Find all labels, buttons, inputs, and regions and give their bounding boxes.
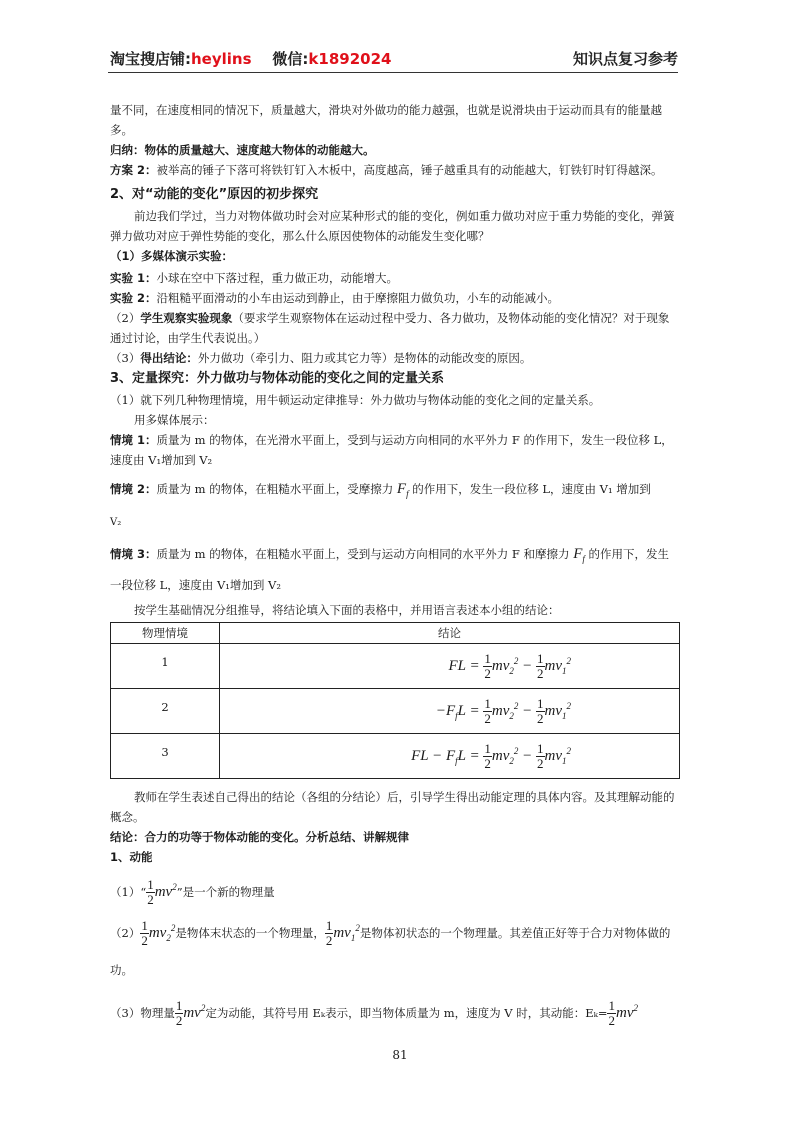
experiment-1-text: 小球在空中下落过程，重力做正功，动能增大。 [156, 271, 399, 285]
teacher-paragraph: 教师在学生表述自己得出的结论（各组的分结论）后，引导学生得出动能定理的具体内容。及其理解动能的概念。 [110, 790, 675, 824]
table-header-scenario: 物理情境 [111, 623, 220, 644]
observation-paragraph [110, 308, 680, 348]
kinetic-point-1-text: 是一个新的物理量 [182, 885, 275, 899]
plan-2-paragraph [110, 160, 680, 180]
formula-2: $-F_fL$ = $\frac{1}{2}$ $mv_2^2$ − $\frac{1}{2}$ $mv_1^2$ [435, 696, 571, 727]
table-row [111, 644, 680, 689]
observation-num: （2） [110, 311, 141, 325]
section-heading-2: 2、对“动能的变化”原因的初步探究 [110, 187, 319, 202]
wechat-label: 微信: [272, 50, 309, 68]
scenario-2-label: 情境 2： [110, 482, 157, 496]
header-shop-info [110, 48, 391, 69]
scenario-3-text-b: 的作用下，发生一段位移 L，速度由 V₁增加到 V₂ [110, 547, 670, 592]
table-header-row [111, 623, 680, 644]
scenario-2 [110, 476, 680, 507]
friction-symbol-2: $F_f$ [573, 546, 585, 564]
derivation-paragraph: （1）就下列几种物理情境，用牛顿运动定律推导：外力做功与物体动能的变化之间的定量关系。 [110, 393, 601, 407]
scenario-3-label: 情境 3： [110, 547, 157, 561]
scenario-1-label: 情境 1： [110, 433, 157, 447]
scenario-1 [110, 430, 680, 470]
conclusion-num: （3） [110, 351, 141, 365]
formula-half-mv2: $\frac{1}{2}$ $mv^2$ [147, 877, 177, 908]
scenario-3 [110, 541, 680, 598]
multimedia-paragraph: 用多媒体展示： [134, 413, 215, 427]
table-header-conclusion: 结论 [220, 623, 680, 644]
conclusion-label: 得出结论： [140, 351, 198, 365]
formula-ke-def: $\frac{1}{2}$ $mv^2$ [175, 998, 206, 1029]
scenario-3-text-a: 质量为 m 的物体，在粗糙水平面上，受到与运动方向相同的水平外力 F 和摩擦力 [156, 547, 570, 561]
conclusion-text: 外力做功（牵引力、阻力或其它力等）是物体的动能改变的原因。 [197, 351, 532, 365]
results-table [110, 622, 680, 779]
scenario-1-text: 质量为 m 的物体，在光滑水平面上，受到与运动方向相同的水平外力 F 的作用下，发生一段位移 L，速度由 V₁增加到 V₂ [110, 433, 673, 467]
paragraph-1: 量不同，在速度相同的情况下，质量越大，滑块对外做功的能力越强，也就是说滑块由于运动而具有的能量越多。 [110, 103, 662, 137]
kinetic-point-2-text-b: 是物体初状态的一个物理量。其差值正好等于合力对物体做的功。 [110, 926, 671, 977]
friction-symbol: $F_f$ [396, 481, 409, 499]
formula-initial-ke: $\frac{1}{2}$ $mv_1^2$ [325, 918, 360, 949]
formula-3: FL − $F_fL$ = $\frac{1}{2}$ $mv_2^2$ − $\frac{1}{2}$ $mv_1^2$ [411, 741, 571, 772]
experiment-2-label: 实验 2： [110, 291, 157, 305]
page-number: 81 [392, 1048, 408, 1062]
kinetic-point-2 [110, 912, 680, 986]
experiment-1-label: 实验 1： [110, 271, 157, 285]
table-cell-formula-2 [220, 689, 680, 734]
conclusion-paragraph [110, 348, 680, 368]
kinetic-point-3 [110, 992, 680, 1029]
kinetic-point-3-text-a: 物理量 [140, 1006, 175, 1020]
table-cell-index: 3 [111, 734, 220, 779]
formula-final-ke: $\frac{1}{2}$ $mv_2^2$ [141, 918, 176, 949]
group-paragraph: 按学生基础情况分组推导，将结论填入下面的表格中，并用语言表述本小组的结论： [134, 603, 560, 617]
final-conclusion: 结论：合力的功等于物体动能的变化。分析总结、讲解规律 [110, 830, 409, 844]
shop-label: 淘宝搜店铺: [110, 50, 191, 68]
section-heading-3: 3、定量探究：外力做功与物体动能的变化之间的定量关系 [110, 371, 445, 386]
plan-2-label: 方案 2： [110, 163, 157, 177]
observation-text: （要求学生观察物体在运动过程中受力、各力做功，及物体动能的变化情况？对于现象通过讨论，由学生代表说出。） [110, 311, 670, 345]
scenario-2-text-b: 的作用下，发生一段位移 L，速度由 V₁ 增加到 [412, 482, 651, 496]
formula-1: FL = $\frac{1}{2}$ $mv_2^2$ − $\frac{1}{2}$ $mv_1^2$ [448, 651, 571, 682]
kinetic-point-2-num: （2） [110, 926, 141, 940]
paragraph-intro: 前边我们学过，当力对物体做功时会对应某种形式的能的变化，例如重力做功对应于重力势能的变化，弹簧弹力做功对应于弹性势能的变化，那么什么原因使物体的动能发生变化哪？ [110, 209, 675, 243]
scenario-2-tail: V₂ [110, 517, 122, 528]
kinetic-point-2-text-a: 是物体末状态的一个物理量， [175, 926, 325, 940]
kinetic-point-1-num: （1） [110, 885, 141, 899]
table-row [111, 689, 680, 734]
scenario-2-text-a: 质量为 m 的物体，在粗糙水平面上，受摩擦力 [156, 482, 394, 496]
experiment-2-text: 沿粗糙平面滑动的小车由运动到静止，由于摩擦阻力做负功，小车的动能减小。 [156, 291, 560, 305]
wechat-id: k1892024 [308, 50, 392, 68]
table-cell-formula-3 [220, 734, 680, 779]
page-header [108, 40, 678, 73]
kinetic-point-1: （1）“ $\frac{1}{2}$ $mv^2$”是一个新的物理量 [110, 877, 275, 908]
table-cell-formula-1 [220, 644, 680, 689]
formula-ke-final: $\frac{1}{2}$ $mv^2$ [608, 998, 638, 1029]
table-cell-index: 1 [111, 644, 220, 689]
experiment-2 [110, 288, 680, 308]
experiment-1 [110, 268, 680, 288]
table-row [111, 734, 680, 779]
summary-paragraph: 归纳：物体的质量越大、速度越大物体的动能越大。 [110, 143, 375, 157]
observation-label: 学生观察实验现象 [140, 311, 233, 325]
kinetic-point-3-text-b: 定为动能，其符号用 Eₖ表示，即当物体质量为 m，速度为 V 时，其动能：Eₖ= [205, 1006, 608, 1020]
section-heading-kinetic: 1、动能 [110, 850, 153, 864]
subheading-multimedia: （1）多媒体演示实验： [110, 249, 234, 263]
table-cell-index: 2 [111, 689, 220, 734]
header-title: 知识点复习参考 [572, 50, 678, 68]
page-content [110, 100, 680, 1029]
shop-name: heylins [191, 50, 252, 68]
kinetic-point-3-num: （3） [110, 1006, 141, 1020]
plan-2-text: 被举高的锤子下落可将铁钉钉入木板中，高度越高，锤子越重具有的动能越大，钉铁钉时钉得越深。 [156, 163, 663, 177]
